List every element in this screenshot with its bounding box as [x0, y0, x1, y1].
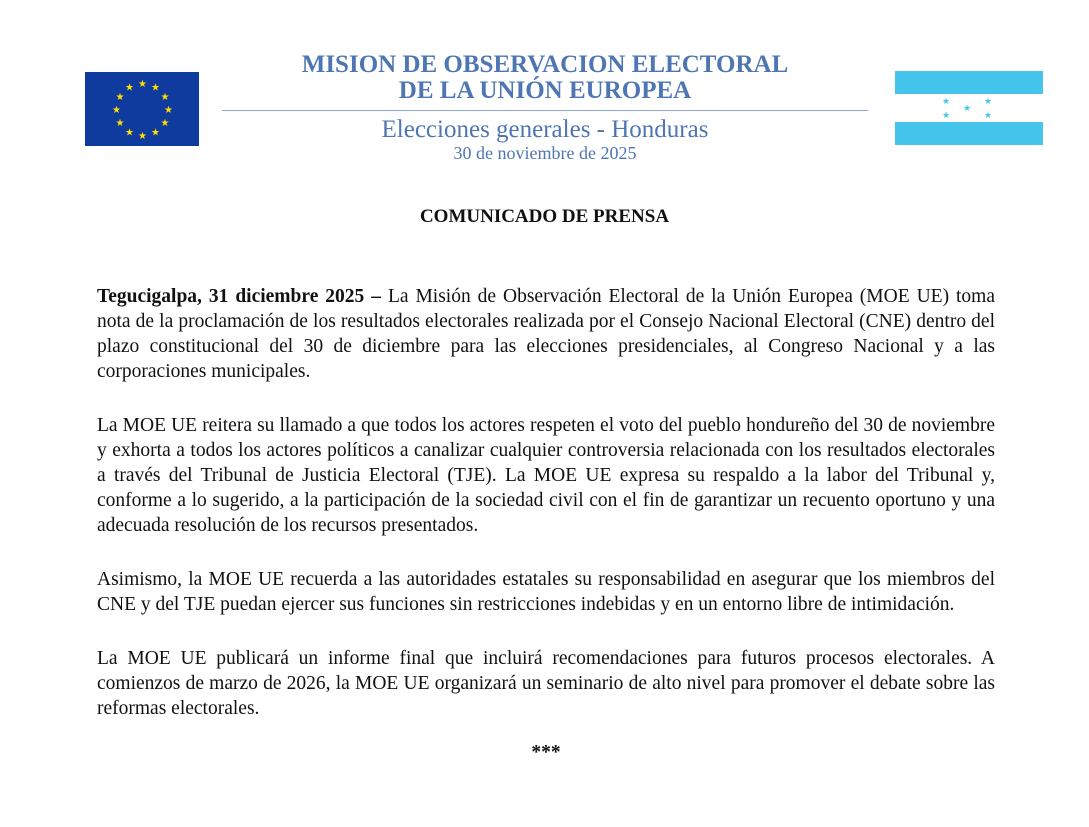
paragraph-4: La MOE UE publicará un informe final que incluirá recomendaciones para futuros procesos electorales. A comienzos de marzo de 2026, la MOE UE organizará un seminario de alto nivel para promover el debate sobre las reformas electorales.: [97, 648, 995, 719]
document-body: [97, 284, 995, 765]
header-divider: [222, 110, 868, 111]
eu-star-icon: ★: [138, 131, 147, 142]
title-line2: DE LA UNIÓN EUROPEA: [398, 77, 692, 104]
eu-star-icon: ★: [138, 79, 147, 90]
svg-text:★: ★: [984, 110, 993, 120]
eu-star-icon: ★: [125, 127, 134, 139]
svg-text:★: ★: [984, 96, 993, 106]
title-line1: MISION DE OBSERVACION ELECTORAL: [301, 51, 789, 78]
svg-text:★: ★: [942, 110, 951, 120]
eu-flag-logo: [85, 72, 199, 146]
election-subtitle: Elecciones generales - Honduras: [381, 116, 709, 143]
eu-star-icon: ★: [125, 82, 134, 94]
dateline: Tegucigalpa, 31 diciembre 2025 –: [97, 286, 381, 307]
election-date: 30 de noviembre de 2025: [453, 143, 637, 163]
eu-star-icon: ★: [112, 105, 121, 116]
eu-star-icon: ★: [164, 105, 173, 116]
paragraph-3: Asimismo, la MOE UE recuerda a las autoridades estatales su responsabilidad en asegurar que los miembros del CNE y del TJE puedan ejercer sus funciones sin restricciones indebidas y en un entorno libre de intimidación.: [97, 569, 995, 615]
eu-star-icon: ★: [151, 82, 160, 94]
honduras-flag-logo: [895, 71, 1043, 145]
mission-title: [222, 52, 868, 104]
eu-star-icon: ★: [160, 118, 170, 129]
document-heading: COMUNICADO DE PRENSA: [419, 206, 670, 227]
svg-text:★: ★: [963, 103, 972, 113]
end-mark: ***: [531, 742, 561, 763]
eu-star-icon: ★: [151, 127, 160, 139]
eu-star-icon: ★: [115, 118, 125, 129]
eu-star-icon: ★: [160, 92, 170, 103]
paragraph-2: La MOE UE reitera su llamado a que todos los actores respeten el voto del pueblo hondureño del 30 de noviembre y exhorta a todos los actores políticos a canalizar cualquier controversia relacionada con los resultados electorales a través del Tribunal de Justicia Electoral (TJE). La MOE UE expresa su respaldo a la labor del Tribunal y, conforme a lo sugerido, a la participación de la sociedad civil con el fin de garantizar un recuento oportuno y una adecuada resolución de los recursos presentados.: [97, 415, 995, 536]
paragraph-1-text: La Misión de Observación Electoral de la Unión Europea (MOE UE) toma nota de la proclamación de los resultados electorales realizada por el Consejo Nacional Electoral (CNE) dentro del plazo constitucional del 30 de diciembre para las elecciones presidenciales, al Congreso Nacional y a las corporaciones municipales.: [97, 286, 995, 382]
eu-star-icon: ★: [115, 92, 125, 103]
svg-text:★: ★: [942, 96, 951, 106]
paragraph-1: [97, 284, 995, 384]
